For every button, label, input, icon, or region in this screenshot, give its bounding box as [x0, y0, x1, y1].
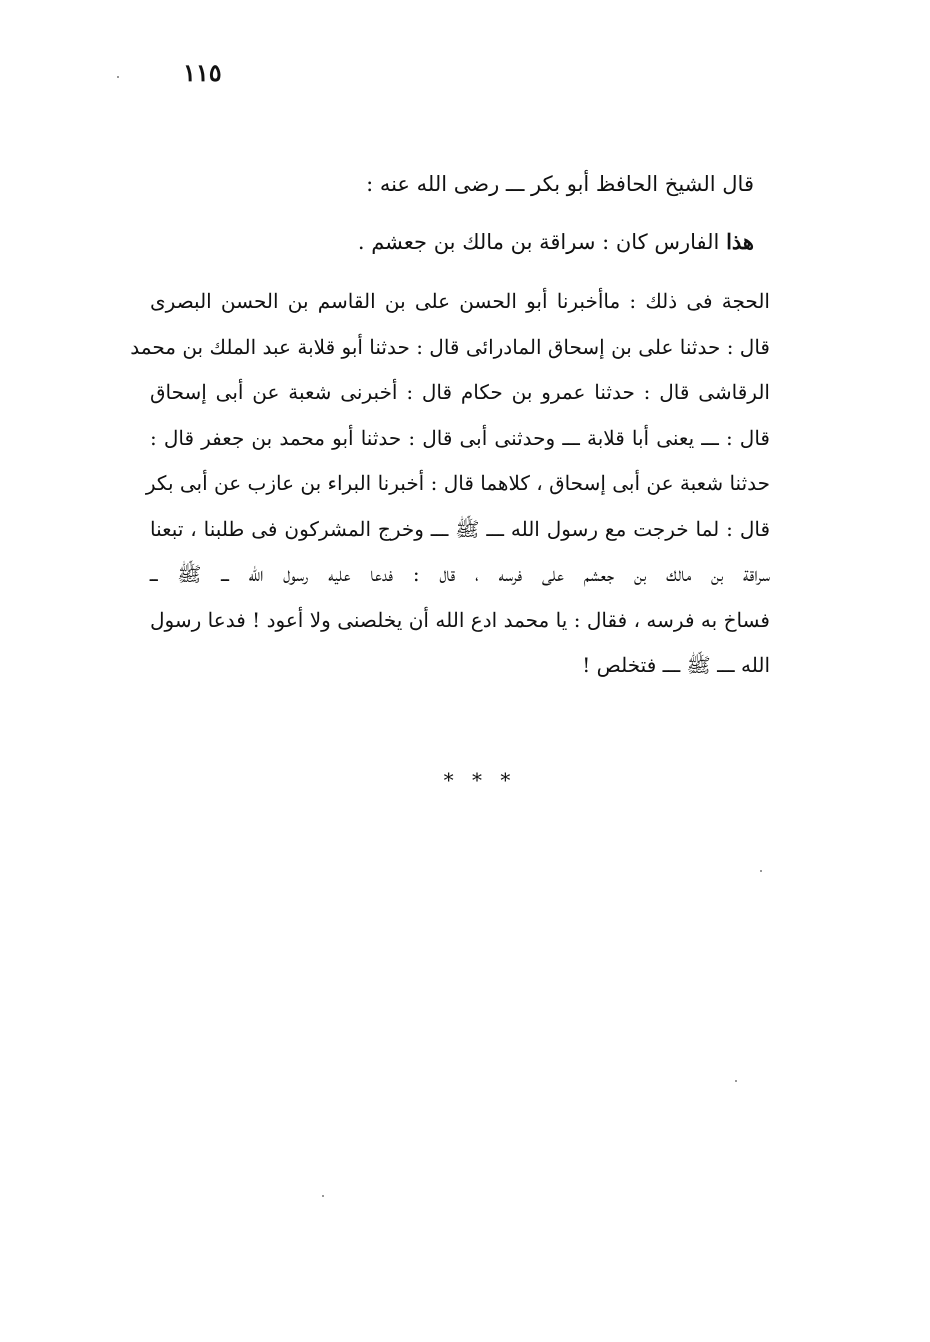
body-line: قال : لما خرجت مع رسول الله ـــ ﷺ ـــ وخرج المشركون فى طلبنا ، تبعنا [150, 516, 770, 541]
intro-line-2 [358, 226, 754, 258]
body-line: الحجة فى ذلك : ماأخبرنا أبو الحسن على بن القاسم بن الحسن البصرى [150, 289, 770, 313]
section-separator: * * * [443, 768, 517, 792]
page-number: ١١٥ [183, 58, 222, 87]
body-line: قال : ـــ يعنى أبا قلابة ـــ وحدثنى أبى قال : حدثنا أبو محمد بن جعفر قال : [150, 425, 770, 450]
scan-speck [322, 1195, 324, 1197]
body-paragraph [130, 279, 770, 689]
body-line: الله ـــ ﷺ ـــ فتخلص ! [582, 653, 770, 677]
intro-bold-word: هذا [726, 229, 754, 254]
scan-speck [117, 76, 119, 78]
body-line: فساخ به فرسه ، فقال : يا محمد ادع الله أن يخلصنى ولا أعود ! فدعا رسول [150, 607, 770, 632]
body-line: سراقة بن مالك بن جعشم على فرسه ، قال : فدعا عليه رسول الله ـــ ﷺ ـــ [150, 562, 770, 586]
body-line: حدثنا شعبة عن أبى إسحاق ، كلاهما قال : أخبرنا البراء بن عازب عن أبى بكر [145, 471, 770, 495]
scan-speck [760, 870, 762, 872]
scan-speck [735, 1080, 737, 1082]
body-line: قال : حدثنا على بن إسحاق المادرائى قال : حدثنا أبو قلابة عبد الملك بن محمد [130, 334, 770, 359]
body-line: الرقاشى قال : حدثنا عمرو بن حكام قال : أخبرنى شعبة عن أبى إسحاق [150, 380, 770, 404]
intro-line-2-text: الفارس كان : سراقة بن مالك بن جعشم . [357, 230, 727, 254]
intro-line-1: قال الشيخ الحافظ أبو بكر ـــ رضى الله عنه : [366, 172, 754, 196]
